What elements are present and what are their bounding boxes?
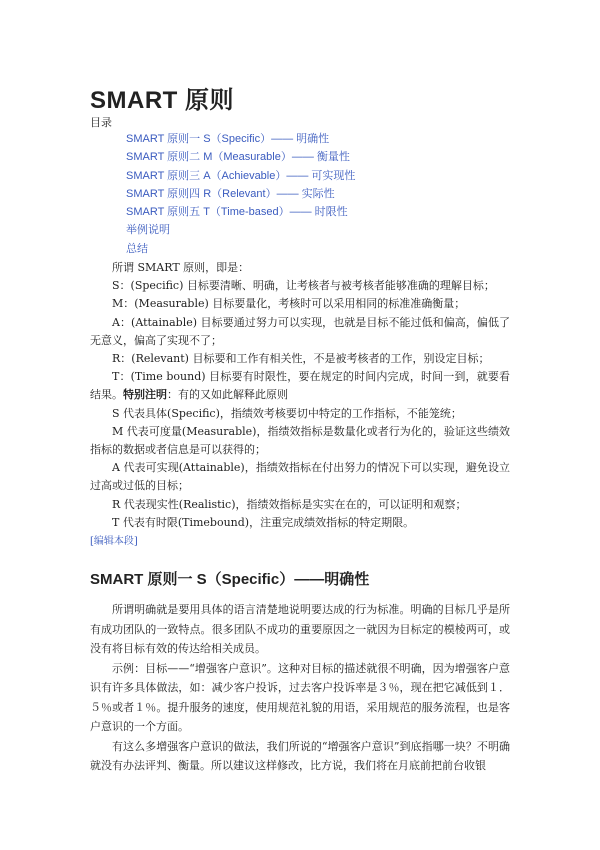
toc-link-achievable[interactable]: SMART 原则三 A（Achievable）—— 可实现性 [126, 169, 356, 182]
special-note-label: 特别注明 [123, 388, 167, 402]
definition-t [90, 368, 510, 404]
definition-a: A：(Attainable) 目标要通过努力可以实现，也就是目标不能过低和偏高，偏低了无意义，偏高了实现不了； [90, 315, 510, 347]
definition-t-text: T：(Time bound) 目标要有时限性，要在规定的时间内完成，时间一到，就要看结果。 [90, 370, 510, 402]
table-of-contents [126, 130, 355, 258]
definition-r: R：(Relevant) 目标要和工作有相关性，不是被考核者的工作，别设定目标； [112, 352, 490, 366]
toc-link-summary[interactable]: 总结 [126, 241, 148, 255]
toc-link-example[interactable]: 举例说明 [126, 223, 170, 237]
intro-section [90, 259, 510, 551]
page-title: SMART 原则 [90, 87, 234, 114]
toc-label: 目录 [90, 116, 112, 129]
toc-link-specific[interactable]: SMART 原则一 S（Specific）—— 明确性 [126, 133, 330, 145]
edit-section-link[interactable]: [编辑本段] [90, 536, 138, 548]
intro-paragraph: 所谓 SMART 原则，即是： [112, 261, 250, 274]
alt-definition-a: A 代表可实现(Attainable)，指绩效指标在付出努力的情况下可以实现，避免设立过高或过低的目标； [90, 461, 510, 493]
section-heading-specific: SMART 原则一 S（Specific）——明确性 [90, 571, 370, 588]
specific-paragraph-1: 所谓明确就是要用具体的语言清楚地说明要达成的行为标准。明确的目标几乎是所有成功团队的一致特点。很多团队不成功的重要原因之一就因为目标定的模棱两可，或没有将目标有效的传达给相关成员。 [90, 603, 510, 655]
alt-definition-t: T 代表有时限(Timebound)，注重完成绩效指标的特定期限。 [112, 515, 415, 529]
definition-s: S：(Specific) 目标要清晰、明确，让考核者与被考核者能够准确的理解目标； [112, 279, 495, 293]
toc-link-time-based[interactable]: SMART 原则五 T（Time-based）—— 时限性 [126, 206, 348, 219]
alt-definition-r: R 代表现实性(Realistic)，指绩效指标是实实在在的，可以证明和观察； [112, 497, 467, 511]
specific-paragraph-3: 有这么多增强客户意识的做法，我们所说的“增强客户意识”到底指哪一块？不明确就没有办法评判、衡量。所以建议这样修改，比方说，我们将在月底前把前台收银 [90, 739, 510, 772]
toc-link-relevant[interactable]: SMART 原则四 R（Relevant）—— 实际性 [126, 187, 335, 200]
specific-paragraph-2: 示例：目标——“增强客户意识”。这种对目标的描述就很不明确，因为增强客户意识有许多具体做法，如：减少客户投诉，过去客户投诉率是３％，现在把它减低到１．５％或者１％。提升服务的速度，使用规范礼貌的用语，采用规范的服务流程，也是客户意识的一个方面。 [90, 661, 510, 733]
definition-m: M：(Measurable) 目标要量化，考核时可以采用相同的标准准确衡量； [112, 297, 466, 311]
alt-definition-s: S 代表具体(Specific)，指绩效考核要切中特定的工作指标，不能笼统； [112, 406, 462, 420]
specific-section [90, 600, 510, 776]
special-note-text: ：有的又如此解释此原则 [167, 388, 288, 402]
toc-link-measurable[interactable]: SMART 原则二 M（Measurable）—— 衡量性 [126, 151, 350, 164]
alt-definition-m: M 代表可度量(Measurable)，指绩效指标是数量化或者行为化的，验证这些绩效指标的数据或者信息是可以获得的； [90, 424, 510, 457]
